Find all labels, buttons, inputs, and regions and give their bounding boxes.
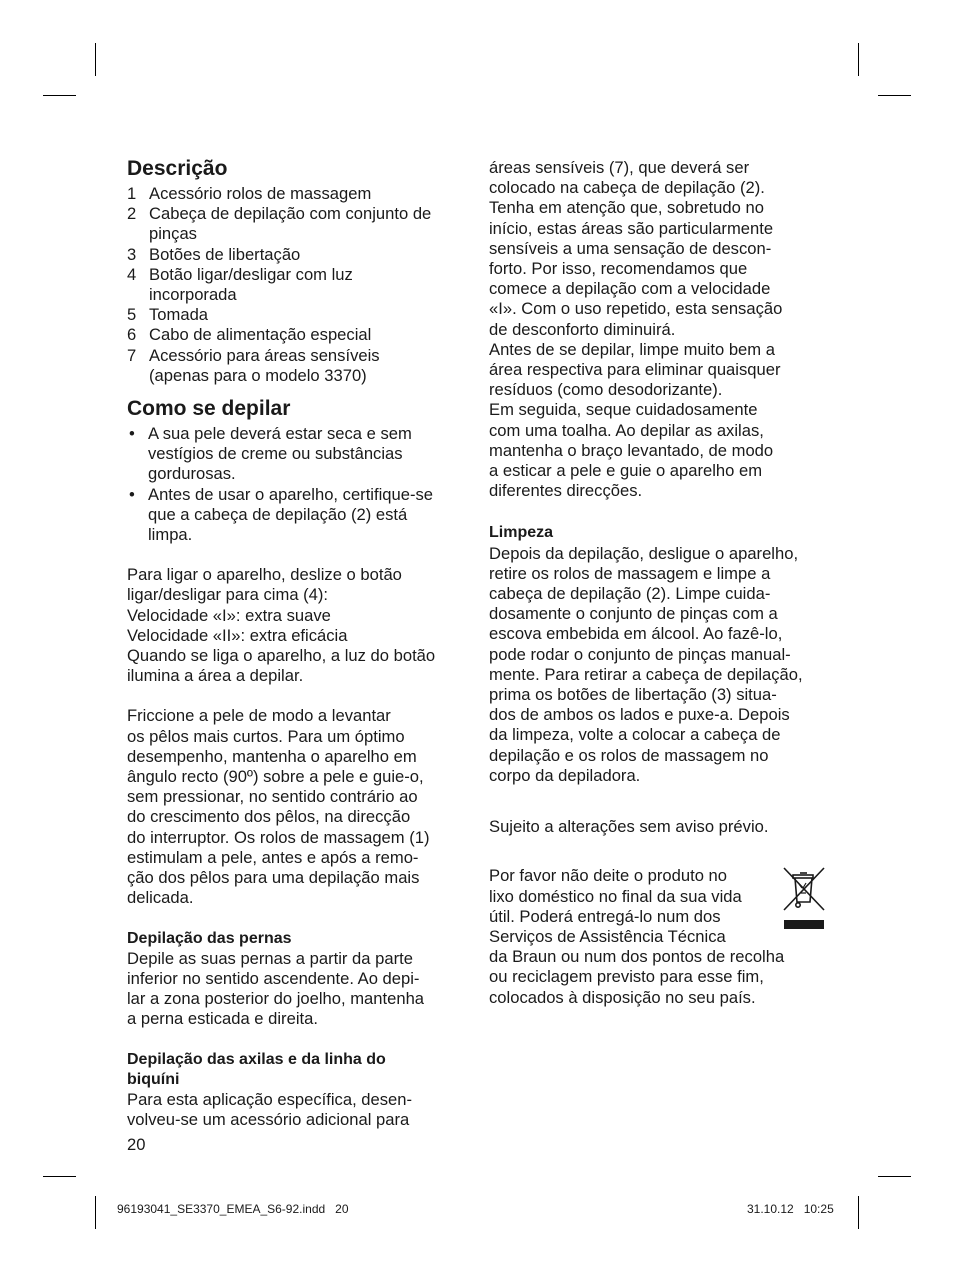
list-item: 2 Cabeça de depilação com conjunto de pinças [127, 204, 432, 244]
paragraph-pernas: Depile as suas pernas a partir da parte inferior no sentido ascendente. Ao depi- lar a zona posterior do joelho, mantenha a perna esticada e direita. [127, 948, 425, 1029]
left-column [127, 156, 467, 1130]
crop-mark [95, 1196, 96, 1229]
list-item: • Antes de usar o aparelho, certifique-se que a cabeça de depilação (2) está limpa. [129, 484, 434, 545]
paragraph-areas-sensiveis: áreas sensíveis (7), que deverá ser colocado na cabeça de depilação (2). Tenha em atenção que, sobretudo no início, estas áreas são particularmente sensíveis a uma sensação de descon- forto. Por isso, recomendamos que comece a depilação com a velocidade «I». Com o uso repetido, esta sensação de desconforto diminuirá. Antes de se depilar, limpe muito bem a área respectiva para eliminar quaisquer resíduos (como desodorizante). Em seguida, seque cuidadosamente com uma toalha. Ao depilar as axilas, mantenha o braço levantado, de modo a esticar a pele e guie o aparelho em diferentes direcções. [489, 158, 783, 501]
page-number: 20 [127, 1135, 146, 1154]
heading-descricao: Descrição [127, 157, 228, 180]
heading-limpeza: Limpeza [489, 524, 554, 542]
list-item: 6 Cabo de alimentação especial [127, 325, 372, 345]
paragraph-axilas: Para esta aplicação específica, desen- volveu-se um acessório adicional para [127, 1089, 413, 1130]
list-item: 1 Acessório rolos de massagem [127, 184, 372, 203]
heading-depilacao-pernas: Depilação das pernas [127, 929, 292, 947]
crop-mark [858, 1196, 859, 1229]
notice-text: Sujeito a alterações sem aviso prévio. [489, 817, 769, 837]
paragraph-limpeza: Depois da depilação, desligue o aparelho, retire os rolos de massagem e limpe a cabeça de depilação (2). Limpe cuida- dosamente o conjunto de pinças com a escova embebida em álcool. Ao fazê-lo, pode rodar o conjunto de pinças manual- mente. Para retirar a cabeça de depilação, prima os botões de libertação (3) situa- dos de ambos os lados e puxe-a. Depois da limpeza, volte a colocar a cabeça de depilação e os rolos de massagem no corpo da depiladora. [489, 543, 803, 785]
crop-mark [43, 1176, 76, 1177]
list-item: 4 Botão ligar/desligar com luz incorporada [127, 264, 353, 305]
heading-como-se-depilar: Como se depilar [127, 397, 291, 421]
list-item: • A sua pele deverá estar seca e sem vestígios de creme ou substâncias gordurosas. [129, 424, 412, 484]
paragraph-disposal: Por favor não deite o produto no lixo doméstico no final da sua vida útil. Poderá entregá-lo num dos Serviços de Assistência Técnica da Braun ou num dos pontos de recolha ou reciclagem previsto para esse fim, colocados à disposição no seu país. [489, 866, 785, 1007]
footer-file-info: 96193041_SE3370_EMEA_S6-92.indd 20 [117, 1202, 349, 1216]
footer-date: 31.10.12 10:25 [747, 1202, 834, 1216]
crop-mark [858, 43, 859, 76]
bullet-list [127, 424, 467, 545]
paragraph-ligar: Para ligar o aparelho, deslize o botão ligar/desligar para cima (4): Velocidade «I»: extra suave Velocidade «II»: extra eficácia Quando se liga o aparelho, a luz do botão ilumina a área a depilar. [127, 565, 436, 686]
paragraph-friccione: Friccione a pele de modo a levantar os pêlos mais curtos. Para um óptimo desempenho, mantenha o aparelho em ângulo recto (90º) sobre a pele e guie-o, sem pressionar, no sentido contrário ao do crescimento dos pêlos, na direcção do interruptor. Os rolos de massagem (1) estimulam a pele, antes e após a remo- ção dos pêlos para uma depilação mais delicada. [127, 706, 430, 908]
crop-mark [878, 95, 911, 96]
crop-mark [95, 43, 96, 76]
list-item: 3 Botões de libertação [127, 244, 301, 264]
heading-depilacao-axilas: Depilação das axilas e da linha do biquíni [127, 1050, 386, 1088]
list-item: 5 Tomada [127, 305, 209, 325]
parts-list [127, 184, 467, 386]
crop-mark [43, 95, 76, 96]
crop-mark [878, 1176, 911, 1177]
crossed-out-wheelie-bin-icon [782, 866, 826, 930]
list-item: 7 Acessório para áreas sensíveis (apenas para o modelo 3370) [127, 345, 380, 385]
